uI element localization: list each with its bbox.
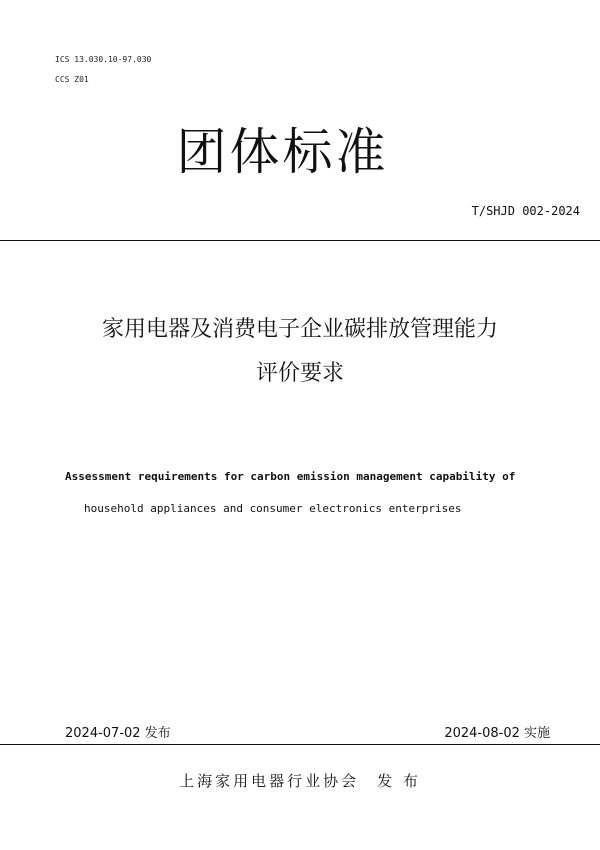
- implement-date: 2024-08-02 实施: [444, 726, 550, 741]
- ics-code: ICS 13.030.10-97.030: [55, 55, 152, 64]
- standard-number: T/SHJD 002-2024: [471, 204, 580, 218]
- classification-codes: [55, 50, 151, 90]
- chinese-title-line-1: 家用电器及消费电子企业碳排放管理能力: [101, 317, 498, 342]
- english-title-line-1: Assessment requirements for carbon emission management capability of: [65, 470, 516, 483]
- chinese-title-line-2: 评价要求: [255, 361, 344, 386]
- english-title-line-2: household appliances and consumer electronics enterprises: [84, 502, 462, 515]
- ccs-code: CCS Z01: [55, 75, 89, 84]
- publisher: [0, 770, 600, 791]
- publisher-action: 发 布: [377, 772, 421, 790]
- top-divider: [0, 240, 600, 241]
- publisher-name: 上海家用电器行业协会: [179, 772, 360, 790]
- bottom-divider: [0, 744, 600, 745]
- publish-date: 2024-07-02 发布: [65, 726, 171, 741]
- standard-type-title: 团体标准: [176, 123, 389, 181]
